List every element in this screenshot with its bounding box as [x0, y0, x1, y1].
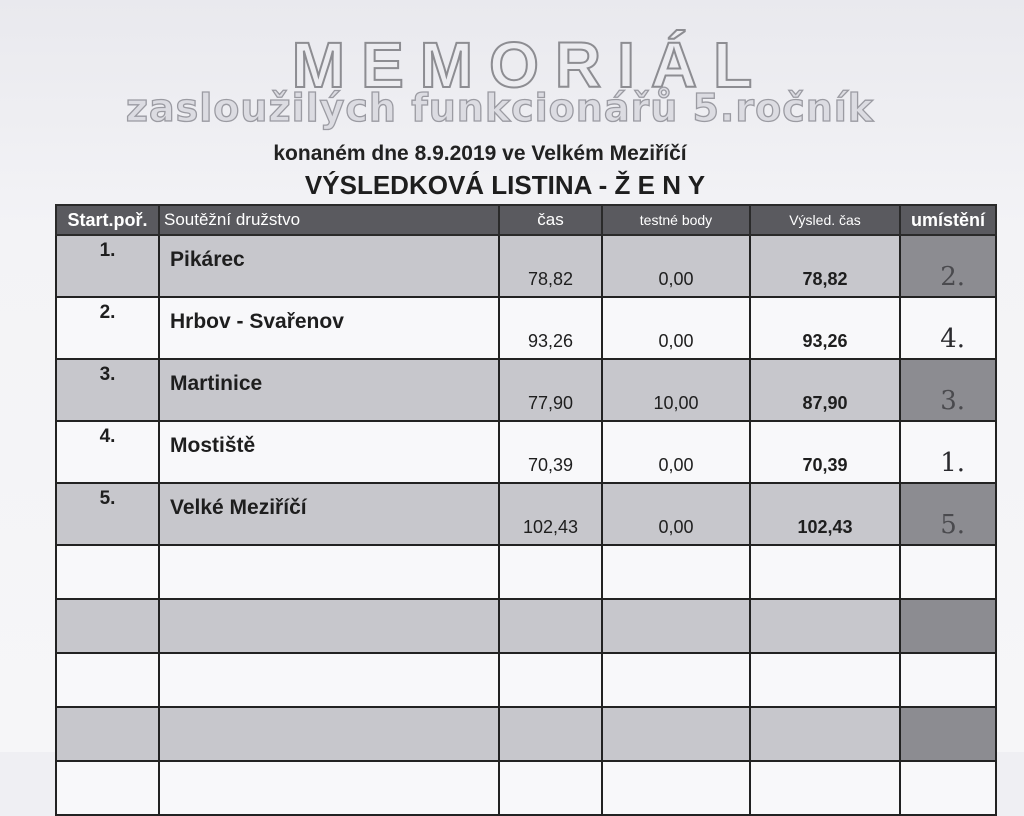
- time-value: 93,26: [499, 297, 602, 359]
- event-line: konaném dne 8.9.2019 ve Velkém Meziříčí: [273, 142, 687, 165]
- header-place: umístění: [900, 205, 996, 235]
- start-order: 1.: [56, 235, 159, 297]
- team-name: Hrbov - Svařenov: [159, 297, 499, 359]
- result-value: 93,26: [750, 297, 900, 359]
- table-row: [56, 483, 996, 545]
- start-order: 5.: [56, 483, 159, 545]
- memorial-subtitle: zasloužilých funkcionářů 5.ročník: [125, 86, 875, 130]
- placement-value: 3.: [900, 359, 996, 421]
- results-table: [55, 204, 997, 816]
- result-value: 78,82: [750, 235, 900, 297]
- memorial-title: MEMORIÁL: [291, 29, 769, 101]
- time-value: 70,39: [499, 421, 602, 483]
- table-row: [56, 421, 996, 483]
- results-heading: VÝSLEDKOVÁ LISTINA - Ž E N Y: [304, 170, 706, 200]
- header-penalty: testné body: [602, 205, 750, 235]
- placement-value: 4.: [900, 297, 996, 359]
- header-result: Výsled. čas: [750, 205, 900, 235]
- time-value: 102,43: [499, 483, 602, 545]
- empty-row: [56, 545, 996, 599]
- empty-row: [56, 599, 996, 653]
- placement-value: 1.: [900, 421, 996, 483]
- penalty-value: 0,00: [602, 421, 750, 483]
- team-name: Pikárec: [159, 235, 499, 297]
- time-value: 78,82: [499, 235, 602, 297]
- table-row: [56, 359, 996, 421]
- empty-row: [56, 761, 996, 815]
- start-order: 4.: [56, 421, 159, 483]
- penalty-value: 10,00: [602, 359, 750, 421]
- team-name: Mostiště: [159, 421, 499, 483]
- result-value: 102,43: [750, 483, 900, 545]
- penalty-value: 0,00: [602, 483, 750, 545]
- table-header-row: [56, 205, 996, 235]
- header-start: Start.poř.: [56, 205, 159, 235]
- team-name: Martinice: [159, 359, 499, 421]
- empty-row: [56, 707, 996, 761]
- result-value: 70,39: [750, 421, 900, 483]
- time-value: 77,90: [499, 359, 602, 421]
- empty-row: [56, 653, 996, 707]
- placement-value: 2.: [900, 235, 996, 297]
- result-value: 87,90: [750, 359, 900, 421]
- table-row: [56, 235, 996, 297]
- team-name: Velké Meziříčí: [159, 483, 499, 545]
- header-time: čas: [499, 205, 602, 235]
- placement-value: 5.: [900, 483, 996, 545]
- penalty-value: 0,00: [602, 235, 750, 297]
- start-order: 2.: [56, 297, 159, 359]
- table-row: [56, 297, 996, 359]
- start-order: 3.: [56, 359, 159, 421]
- penalty-value: 0,00: [602, 297, 750, 359]
- header-team: Soutěžní družstvo: [159, 205, 499, 235]
